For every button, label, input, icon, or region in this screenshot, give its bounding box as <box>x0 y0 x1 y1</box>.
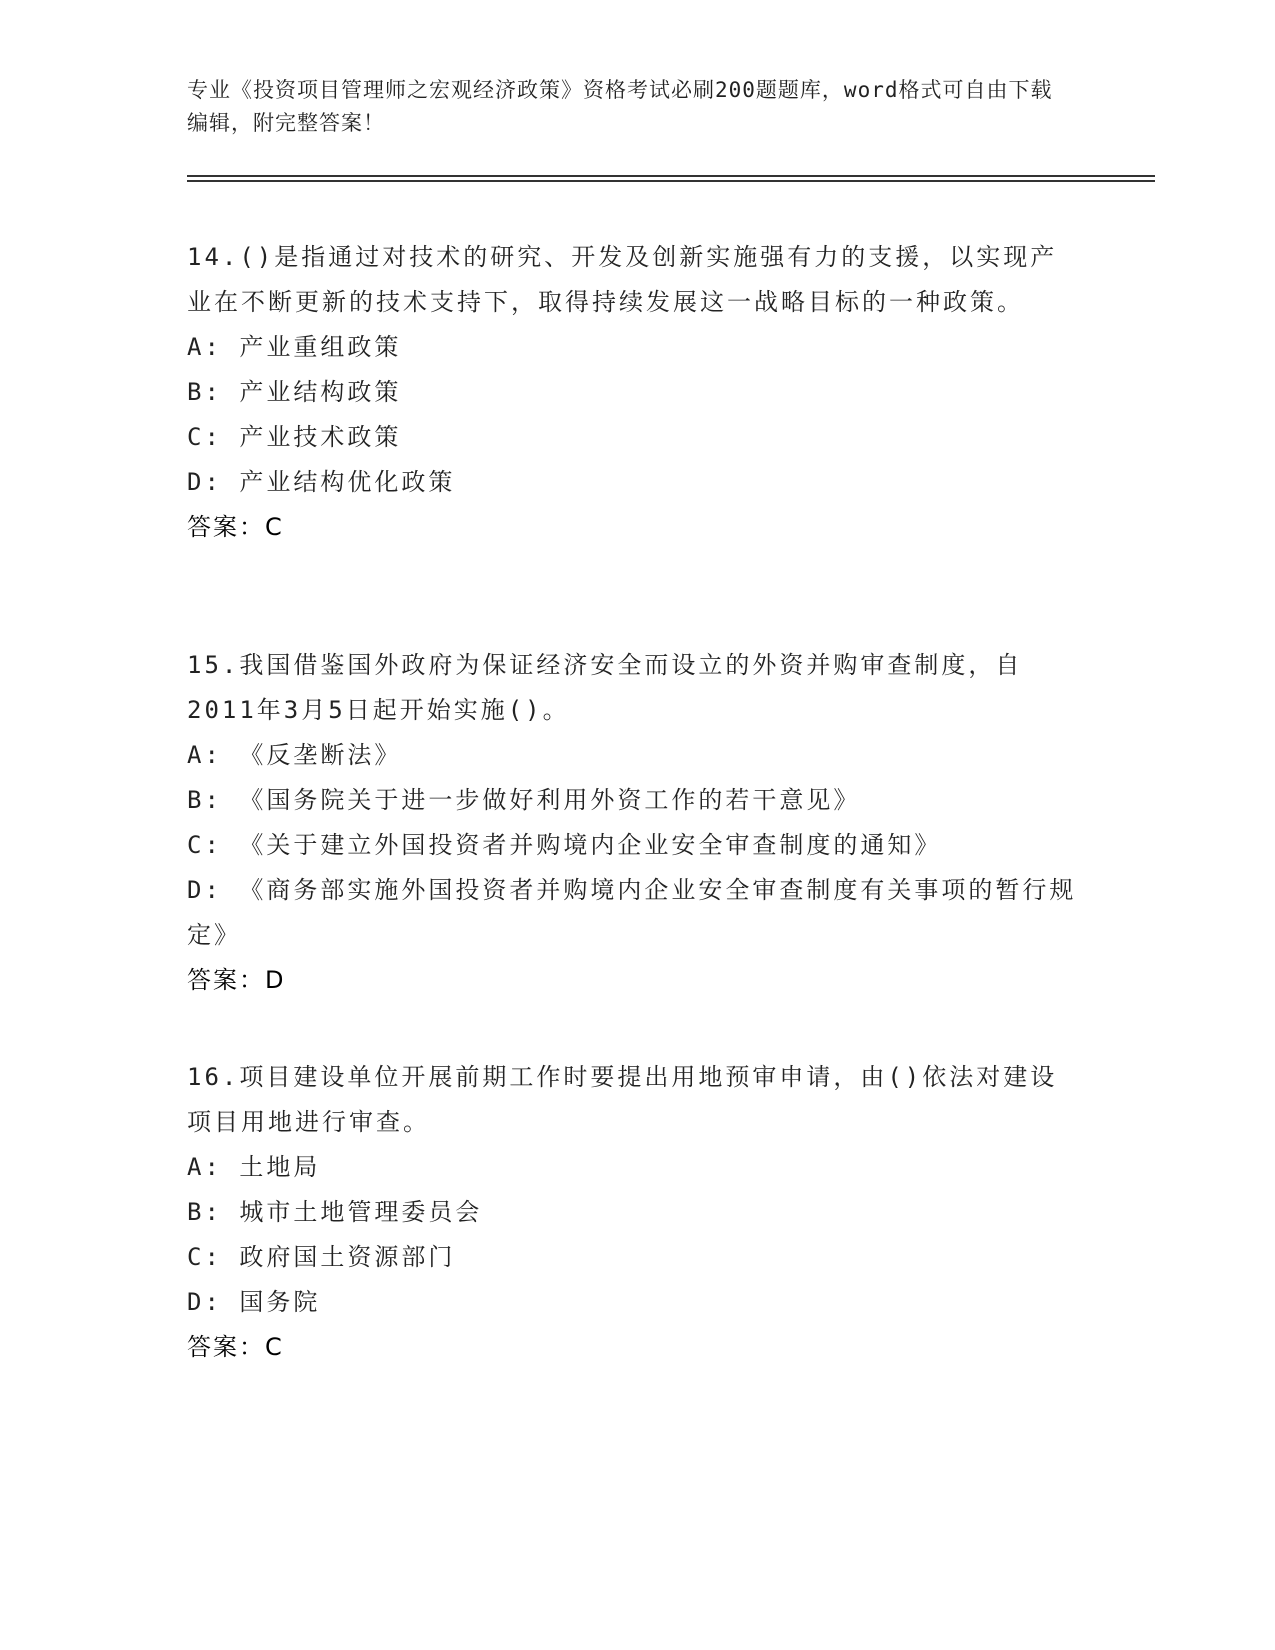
question-15 <box>187 643 1077 1003</box>
answer-line: 答案：D <box>187 966 286 994</box>
option-b: B: 《国务院关于进一步做好利用外资工作的若干意见》 <box>187 786 861 814</box>
question-stem: 16.项目建设单位开展前期工作时要提出用地预审申请，由()依法对建设项目用地进行审查。 <box>187 1063 1058 1136</box>
option-c: C: 产业技术政策 <box>187 423 402 451</box>
option-d: D: 《商务部实施外国投资者并购境内企业安全审查制度有关事项的暂行规定》 <box>187 876 1077 949</box>
question-14 <box>187 235 1077 550</box>
option-b: B: 城市土地管理委员会 <box>187 1198 483 1226</box>
option-c: C: 《关于建立外国投资者并购境内企业安全审查制度的通知》 <box>187 831 942 859</box>
option-c: C: 政府国土资源部门 <box>187 1243 456 1271</box>
header-divider-bottom <box>187 180 1155 182</box>
document-header: 专业《投资项目管理师之宏观经济政策》资格考试必刷200题题库，word格式可自由下载编辑，附完整答案！ <box>187 78 1053 135</box>
question-16 <box>187 1055 1077 1370</box>
question-stem: 14.()是指通过对技术的研究、开发及创新实施强有力的支援，以实现产业在不断更新的技术支持下，取得持续发展这一战略目标的一种政策。 <box>187 243 1058 316</box>
answer-line: 答案：C <box>187 513 284 541</box>
option-a: A: 土地局 <box>187 1153 321 1181</box>
option-a: A: 《反垄断法》 <box>187 741 402 769</box>
option-b: B: 产业结构政策 <box>187 378 402 406</box>
option-d: D: 产业结构优化政策 <box>187 468 456 496</box>
answer-line: 答案：C <box>187 1333 284 1361</box>
option-a: A: 产业重组政策 <box>187 333 402 361</box>
question-stem: 15.我国借鉴国外政府为保证经济安全而设立的外资并购审查制度，自2011年3月5日起开始实施()。 <box>187 651 1023 724</box>
header-divider-top <box>187 175 1155 177</box>
option-d: D: 国务院 <box>187 1288 321 1316</box>
